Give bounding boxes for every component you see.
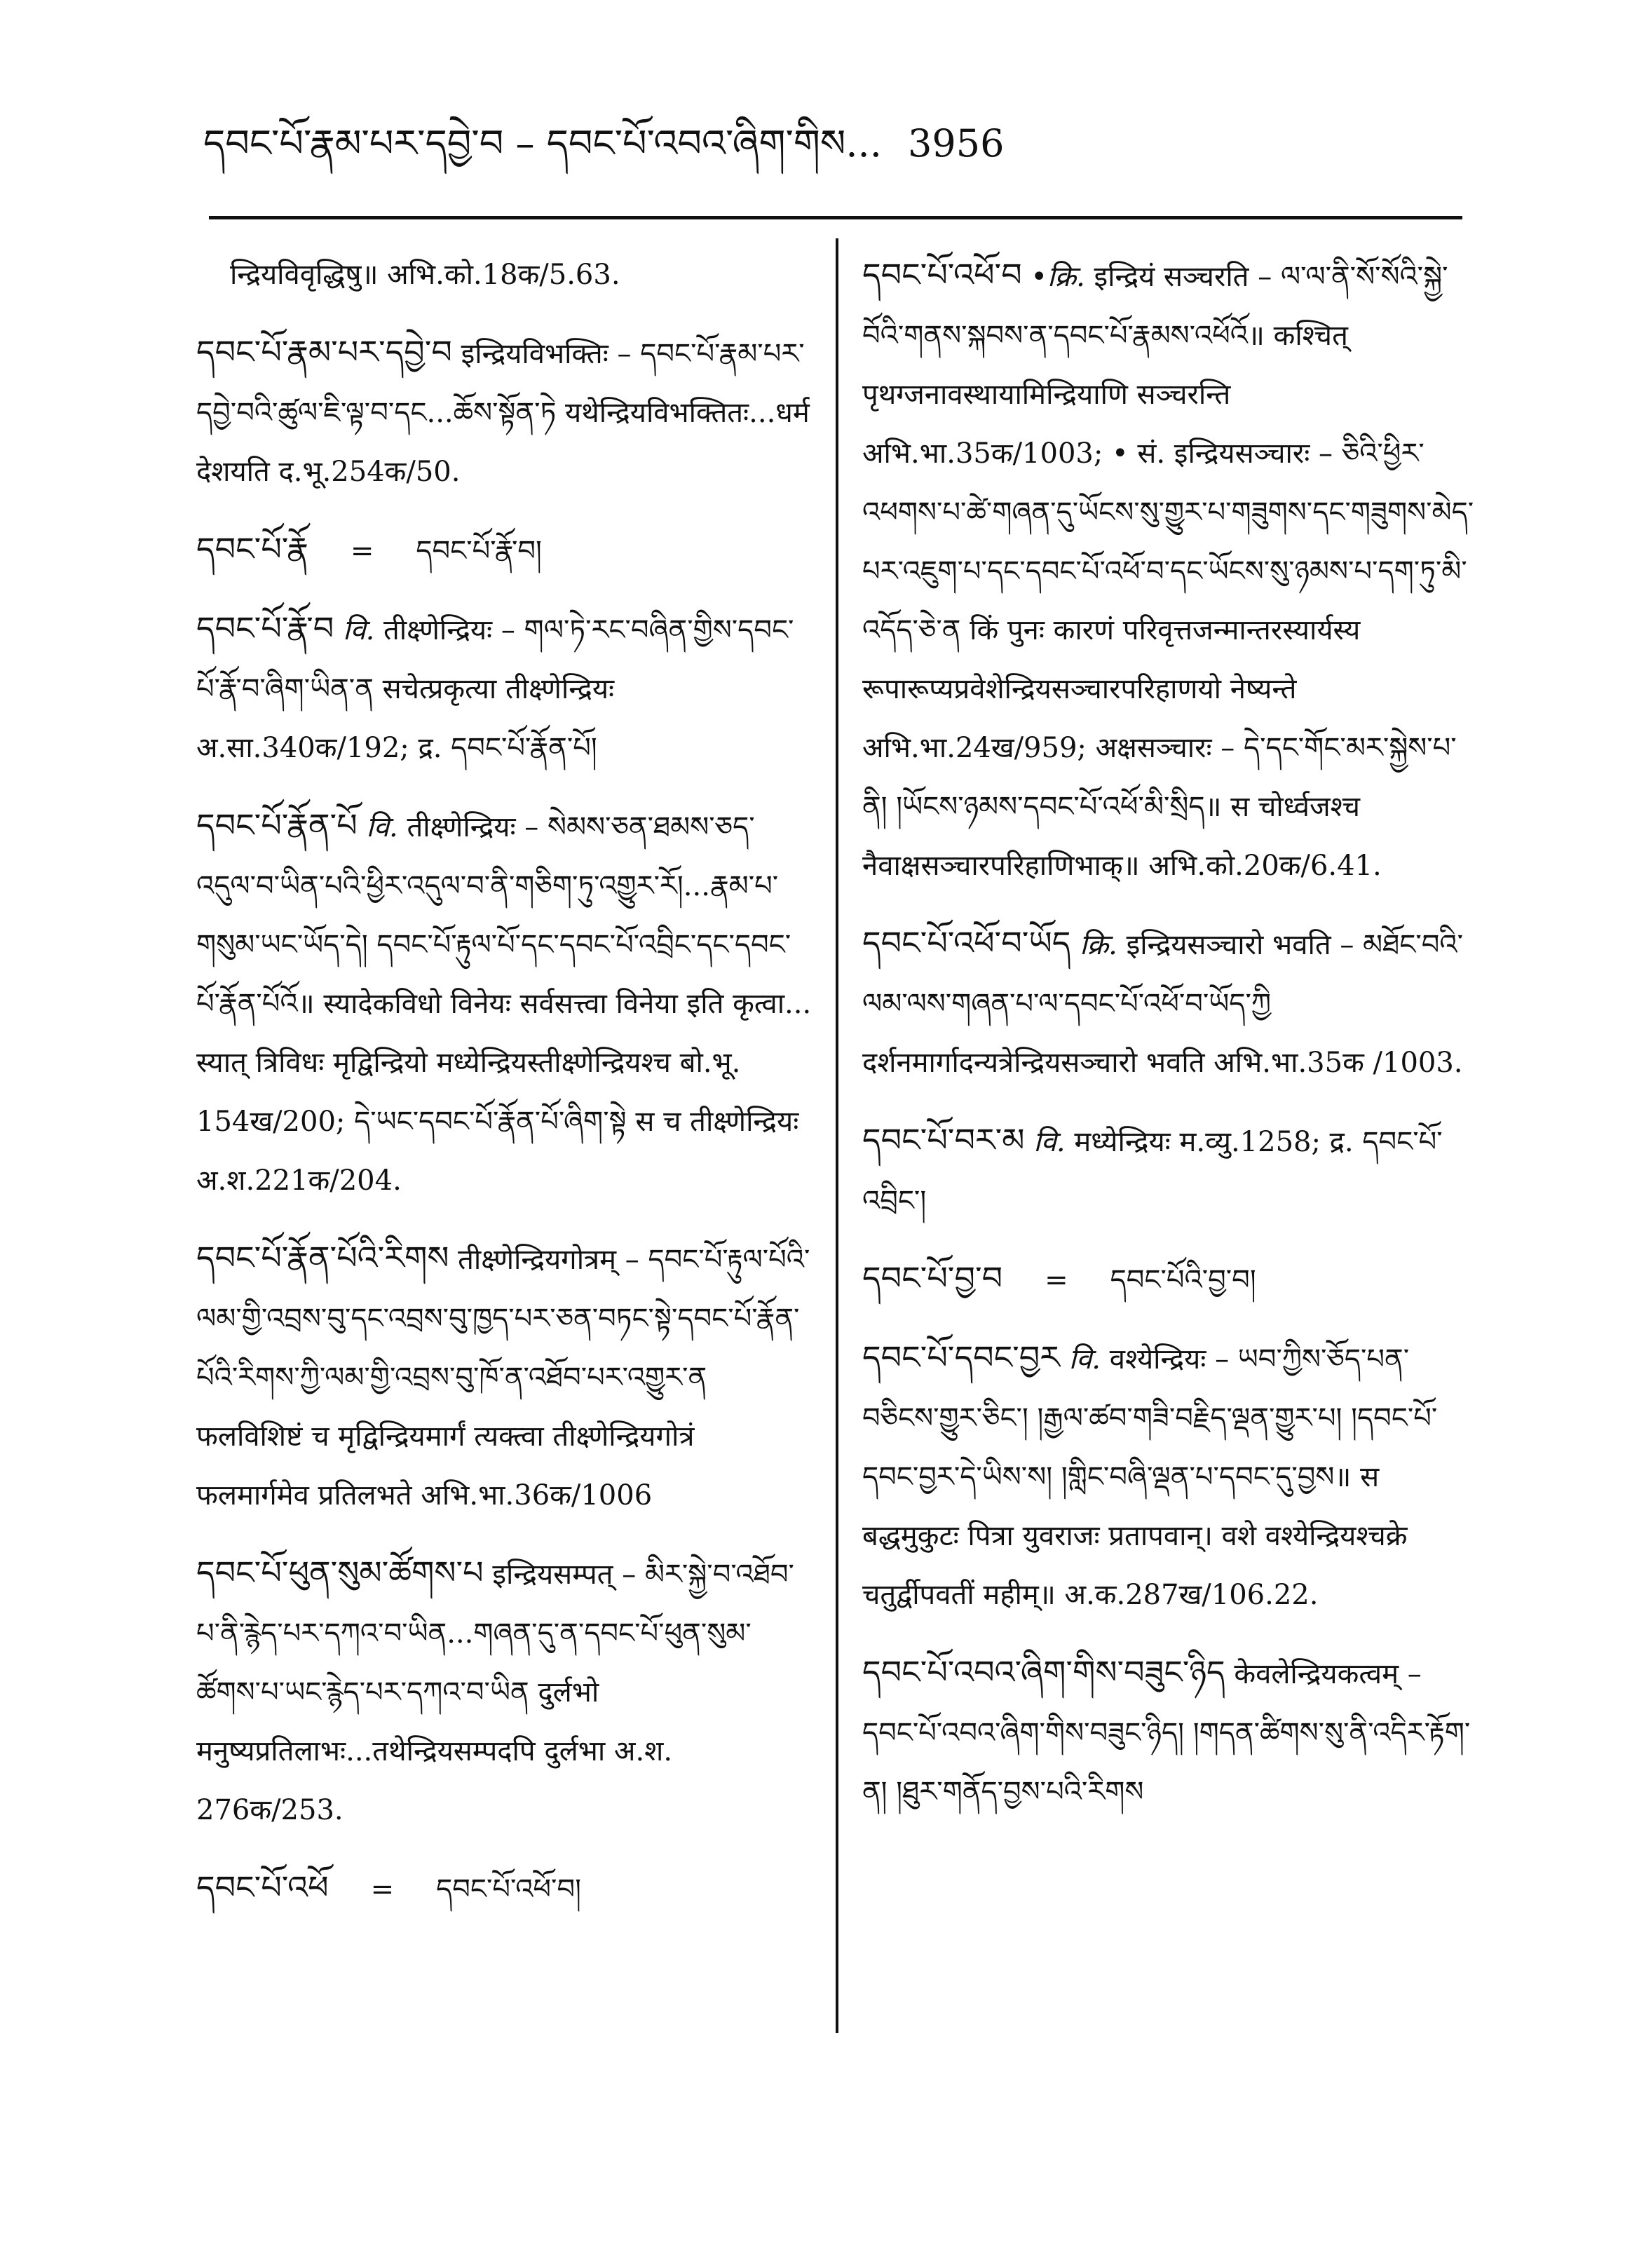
entry-definition: वश्येन्द्रियः – ཡབ་ཀྱིས་ཅོད་པན་བཅིངས་གྱུར་ཅིང་། །རྒྱལ་ཚབ་གཟི་བརྗིད་ལྡན་གྱུར་པ། །དབང་པོ་དབང་བྱར་དེ་ཡིས་ས། །གླིང་བཞི་ལྡན་པ་དབང་དུ་བྱས॥ स बद्धमुकुटः पित्रा युवराजः प्रतापवान्। वशे वश्येन्द्रियश्चक्रे चतुर्द्वीपवतीं महीम्॥ अ.क.287ख/106.22. <box>862 1343 1438 1611</box>
left-column <box>196 245 813 1937</box>
entry-definition: इन्द्रियसञ्चारो भवति – མཐོང་བའི་ལམ་ལས་གཞན་པ་ལ་དབང་པོ་འཕོ་བ་ཡོད་ཀྱི दर्शनमार्गादन्यत्रेन्द्रियसञ्चारो भवति अभि.भा.35क /1003. <box>862 929 1464 1079</box>
grammar-label: वि. <box>366 811 398 843</box>
dictionary-entry <box>862 1328 1479 1624</box>
entry-headword: དབང་པོ་རྣོན་པོའི་རིགས <box>196 1239 449 1277</box>
dictionary-entry <box>196 796 813 1210</box>
dictionary-entry <box>862 1249 1479 1310</box>
grammar-label: वि. <box>1033 1126 1066 1158</box>
dictionary-entry <box>196 1543 813 1840</box>
entry-definition: इन्द्रियसम्पत् – མིར་སྐྱེ་བ་འཐོབ་པ་ནི་རྙེད་པར་དཀའ་བ་ཡིན...གཞན་དུ་ན་དབང་པོ་ཕུན་སུམ་ཚོགས་པ་ཡང་རྙེད་པར་དཀའ་བ་ཡིན दुर्लभो मनुष्यप्रतिलाभः...तथेन्द्रियसम्पदपि दुर्लभा अ.श. 276क/253. <box>196 1559 794 1826</box>
entry-headword: དབང་པོ་འཕོ <box>196 1868 329 1906</box>
dictionary-entry <box>196 322 813 501</box>
entry-definition: तीक्ष्णेन्द्रियः – སེམས་ཅན་ཐམས་ཅད་འདུལ་བ་ཡིན་པའི་ཕྱིར་འདུལ་བ་ནི་གཅིག་ཏུ་འགྱུར་རོ།...རྣམ་པ་གསུམ་ཡང་ཡོད་དེ། དབང་པོ་རྟུལ་པོ་དང་དབང་པོ་འབྲིང་དང་དབང་པོ་རྣོན་པོའོ॥ स्यादेकविधो विनेयः सर्वसत्त्वा विनेया इति कृत्वा... स्यात् त्रिविधः मृद्विन्द्रियो मध्येन्द्रियस्तीक्ष्णेन्द्रियश्च बो.भू. 154ख/200; དེ་ཡང་དབང་པོ་རྣོན་པོ་ཞིག་སྟེ स च तीक्ष्णेन्द्रियः अ.श.221क/204. <box>196 811 812 1197</box>
entry-headword: དབང་པོ་འཕོ་བ <box>862 256 1022 294</box>
cross-reference: དབང་པོའི་བྱ་བ། <box>1110 1264 1256 1296</box>
entry-headword: དབང་པོ་རྣོ <box>196 530 308 568</box>
grammar-label: वि. <box>1068 1343 1101 1376</box>
right-column <box>862 245 1479 1840</box>
entry-continuation: न्द्रियविवृद्धिषु॥ अभि.को.18क/5.63. <box>230 259 620 291</box>
entry-headword: དབང་པོ་འབའ་ཞིག་གིས་བཟུང་ཉིད <box>862 1653 1225 1691</box>
page-number: 3956 <box>908 121 1005 165</box>
entry-definition: केवलेन्द्रियकत्वम् – དབང་པོ་འབའ་ཞིག་གིས་བཟུང་ཉིད། །གདན་ཚིགས་སུ་ནི་འདིར་རྟོག་ན། །ཐུར་གནོད་བྱས་པའི་རིགས <box>862 1658 1471 1808</box>
entry-headword: དབང་པོ་རྣོན་པོ <box>196 806 358 844</box>
dictionary-entry <box>196 1228 813 1525</box>
equals-sign: = <box>1045 1264 1068 1296</box>
dictionary-entry <box>196 1858 813 1919</box>
entry-headword: དབང་པོ་འཕོ་བ་ཡོད <box>862 924 1071 962</box>
entry-definition: इन्द्रियं सञ्चरति – ལ་ལ་ནི་སོ་སོའི་སྐྱེ་བོའི་གནས་སྐབས་ན་དབང་པོ་རྣམས་འཕོའོ॥ कश्चित् पृथग्जनावस्थायामिन्द्रियाणि सञ्चरन्ति अभि.भा.35क/1003; • सं. इन्द्रियसञ्चारः – ཅིའི་ཕྱིར་འཕགས་པ་ཚེ་གཞན་དུ་ཡོངས་སུ་གྱུར་པ་གཟུགས་དང་གཟུགས་མེད་པར་འཇུག་པ་དང་དབང་པོ་འཕོ་བ་དང་ཡོངས་སུ་ཉམས་པ་དག་ཏུ་མི་འདོད་ཅེ་ན किं पुनः कारणं परिवृत्तजन्मान्तरस्यार्यस्य रूपारूप्यप्रवेशेन्द्रियसञ्चारपरिहाणयो नेष्यन्ते अभि.भा.24ख/959; अक्षसञ्चारः – དེ་དང་གོང་མར་སྐྱེས་པ་ནི། །ཡོངས་ཉམས་དབང་པོ་འཕོ་མི་སྲིད॥ स चोर्ध्वजश्च नैवाक्षसञ्चारपरिहाणिभाक्॥ अभि.को.20क/6.41. <box>862 261 1474 882</box>
grammar-label: •क्रि. <box>1031 261 1085 293</box>
cross-reference: དབང་པོ་འཕོ་བ། <box>436 1873 581 1906</box>
running-title: དབང་པོ་རྣམ་པར་དབྱེ་བ – དབང་པོ་འབའ་ཞིག་གིས... <box>203 121 895 165</box>
entry-definition: तीक्ष्णेन्द्रियगोत्रम् – དབང་པོ་རྟུལ་པོའི་ལམ་གྱི་འབྲས་བུ་དང་འབྲས་བུ་ཁྱད་པར་ཅན་བཏང་སྟེ་དབང་པོ་རྣོན་པོའི་རིགས་ཀྱི་ལམ་གྱི་འབྲས་བུ་ཁོ་ན་འཐོབ་པར་འགྱུར་ན फलविशिष्टं च मृद्विन्द्रियमार्गं त्यक्त्वा तीक्ष्णेन्द्रियगोत्रं फलमार्गमेव प्रतिलभते अभि.भा.36क/1006 <box>196 1244 810 1512</box>
equals-sign: = <box>350 535 374 567</box>
dictionary-entry <box>862 1111 1479 1230</box>
entry-headword: དབང་པོ་ཕུན་སུམ་ཚོགས་པ <box>196 1554 484 1591</box>
grammar-label: वि. <box>342 614 375 646</box>
dictionary-entry <box>862 914 1479 1092</box>
dictionary-entry <box>196 599 813 777</box>
entry-headword: དབང་པོ་དབང་བྱར <box>862 1338 1060 1376</box>
entry-headword: དབང་པོ་རྣམ་པར་དབྱེ་བ <box>196 333 452 371</box>
dictionary-entry <box>862 1643 1479 1821</box>
entry-headword: དབང་པོ་རྣོ་བ <box>196 609 334 647</box>
cross-reference: དབང་པོ་རྣོ་བ། <box>416 535 542 567</box>
entry-headword: དབང་པོ་བྱ་བ <box>862 1259 1003 1297</box>
grammar-label: क्रि. <box>1080 929 1117 961</box>
equals-sign: = <box>370 1873 395 1906</box>
entry-headword: དབང་པོ་བར་མ <box>862 1121 1025 1159</box>
entry-definition: मध्येन्द्रियः म.व्यु.1258; द्र. དབང་པོ་འབྲིང་། <box>862 1126 1443 1217</box>
dictionary-entry <box>862 245 1479 895</box>
dictionary-entry <box>196 245 813 304</box>
entry-definition: इन्द्रियविभक्तिः – དབང་པོ་རྣམ་པར་དབྱེ་བའི་ཚུལ་ཇི་ལྟ་བ་དང...ཆོས་སྟོན་ཏེ यथेन्द्रियविभक्तितः...धर्म देशयति द.भू.254क/50. <box>196 338 810 488</box>
page-header <box>203 105 1465 182</box>
header-rule <box>209 216 1462 219</box>
column-divider <box>836 238 838 2033</box>
entry-definition: तीक्ष्णेन्द्रियः – གལ་ཏེ་རང་བཞིན་གྱིས་དབང་པོ་རྣོ་བ་ཞིག་ཡིན་ན सचेत्प्रकृत्या तीक्ष्णेन्द्रियः अ.सा.340क/192; द्र. དབང་པོ་རྣོན་པོ། <box>196 614 794 764</box>
dictionary-entry <box>196 520 813 580</box>
